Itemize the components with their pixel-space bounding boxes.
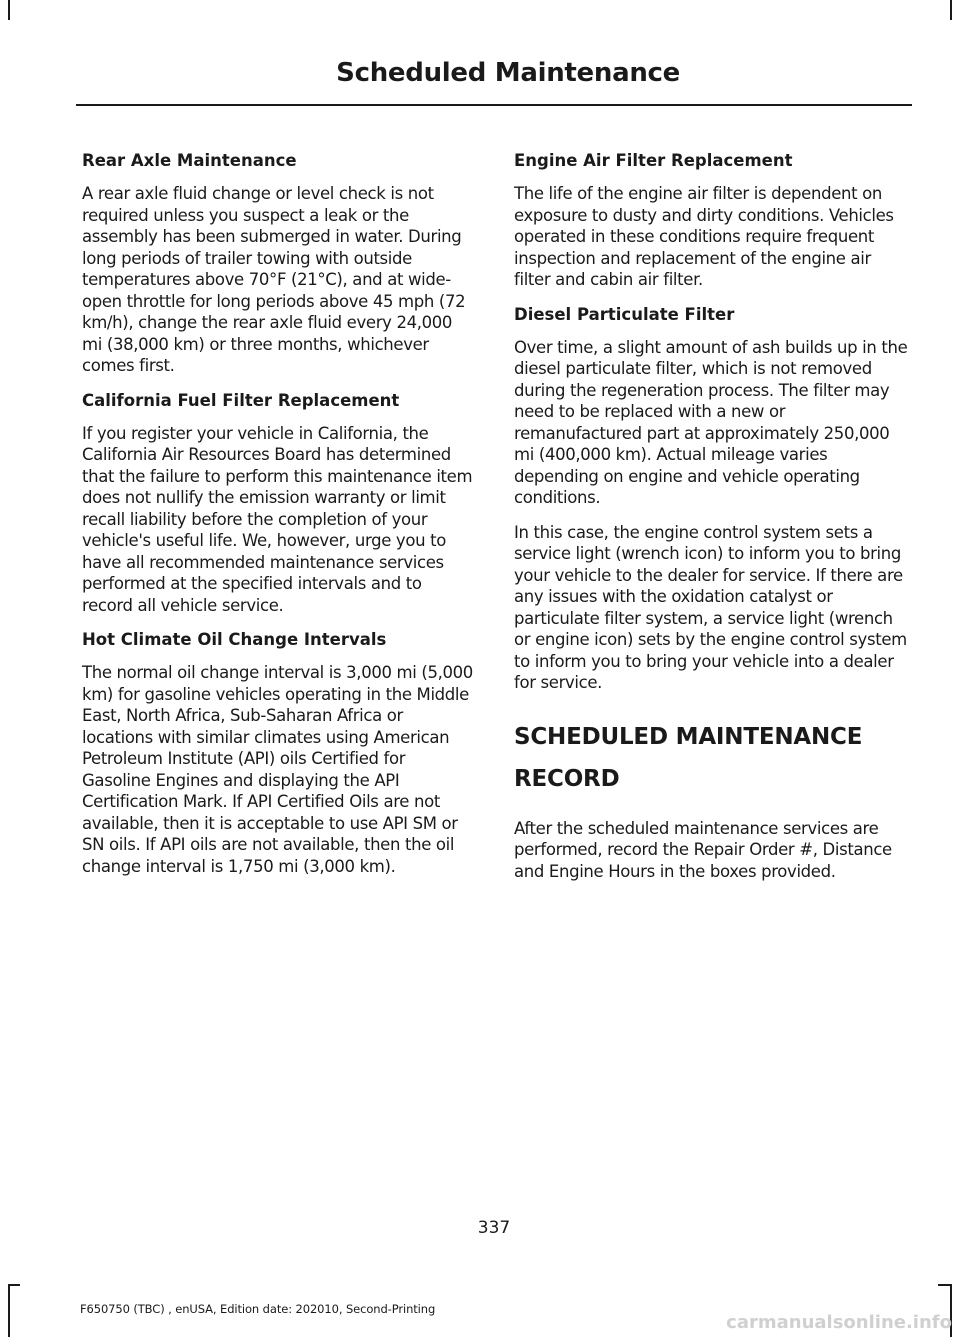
crop-mark-bottom-right-h bbox=[938, 1284, 950, 1286]
section-heading: Engine Air Filter Replacement bbox=[514, 151, 793, 170]
section-paragraph: In this case, the engine control system sets a service light (wrench icon) to inform you to bring your vehicle to the dealer for service. If there are any issues with the oxidation catalyst or particulate filter system, a service light (wrench or engine icon) sets by the engine control system to inform you to bring your vehicle into a dealer for service. bbox=[514, 522, 907, 692]
section-heading: Hot Climate Oil Change Intervals bbox=[82, 630, 387, 649]
left-column bbox=[82, 150, 476, 890]
section-diesel-particulate-filter bbox=[514, 304, 910, 694]
watermark-text: carmanualsonline.info bbox=[726, 1312, 952, 1333]
section-scheduled-maintenance-record bbox=[514, 716, 910, 883]
section-engine-air-filter bbox=[514, 150, 910, 291]
section-paragraph: A rear axle fluid change or level check is not required unless you suspect a leak or the assembly has been submerged in water. During long periods of trailer towing with outside temperatures above 70°F (21°C), and at wide-open throttle for long periods above 45 mph (72 km/h), change the rear axle fluid every 24,000 mi (38,000 km) or three months, whichever comes first. bbox=[82, 184, 466, 375]
record-title-line-2: RECORD bbox=[514, 765, 620, 792]
crop-mark-bottom-left-h bbox=[8, 1284, 20, 1286]
section-paragraph: If you register your vehicle in California, the California Air Resources Board has determined that the failure to perform this maintenance item does not nullify the emission warranty or limit recall liability before the completion of your vehicle's useful life. We, however, urge you to have all recommended maintenance services performed at the specified intervals and to record all vehicle service. bbox=[82, 423, 473, 615]
section-rear-axle-maintenance bbox=[82, 150, 476, 377]
page-title: Scheduled Maintenance bbox=[336, 58, 680, 88]
section-paragraph: Over time, a slight amount of ash builds up in the diesel particulate filter, which is not removed during the regeneration process. The filter may need to be replaced with a new or remanufactured part at approximately 250,000 mi (400,000 km). Actual mileage varies depending on engine and vehicle operating conditions. bbox=[514, 337, 908, 507]
edition-info: F650750 (TBC) , enUSA, Edition date: 202010, Second-Printing bbox=[80, 1302, 436, 1316]
record-section-title bbox=[514, 716, 910, 800]
section-heading: Diesel Particulate Filter bbox=[514, 304, 735, 324]
section-paragraph: The life of the engine air filter is dependent on exposure to dusty and dirty conditions. Vehicles operated in these conditions require frequent inspection and replacement of the engine air filter and cabin air filter. bbox=[514, 184, 894, 289]
right-column bbox=[514, 150, 910, 895]
page-number: 337 bbox=[477, 1218, 511, 1238]
crop-mark-top-left-v bbox=[8, 0, 10, 20]
section-california-fuel-filter bbox=[82, 390, 476, 617]
crop-mark-top-right-v bbox=[950, 0, 952, 20]
crop-mark-bottom-left-v bbox=[8, 1284, 10, 1337]
section-paragraph: The normal oil change interval is 3,000 mi (5,000 km) for gasoline vehicles operating in the Middle East, North Africa, Sub-Saharan Africa or locations with similar climates using American Petroleum Institute (API) oils Certified for Gasoline Engines and displaying the API Certification Mark. If API Certified Oils are not available, then it is acceptable to use API SM or SN oils. If API oils are not available, then the oil change interval is 1,750 mi (3,000 km). bbox=[82, 663, 473, 876]
record-title-line-1: SCHEDULED MAINTENANCE bbox=[514, 723, 863, 750]
section-heading: California Fuel Filter Replacement bbox=[82, 390, 400, 410]
title-divider bbox=[76, 104, 912, 106]
record-paragraph: After the scheduled maintenance services are performed, record the Repair Order #, Distance and Engine Hours in the boxes provided. bbox=[514, 818, 892, 881]
section-heading: Rear Axle Maintenance bbox=[82, 151, 297, 170]
section-hot-climate-oil-change bbox=[82, 629, 476, 877]
